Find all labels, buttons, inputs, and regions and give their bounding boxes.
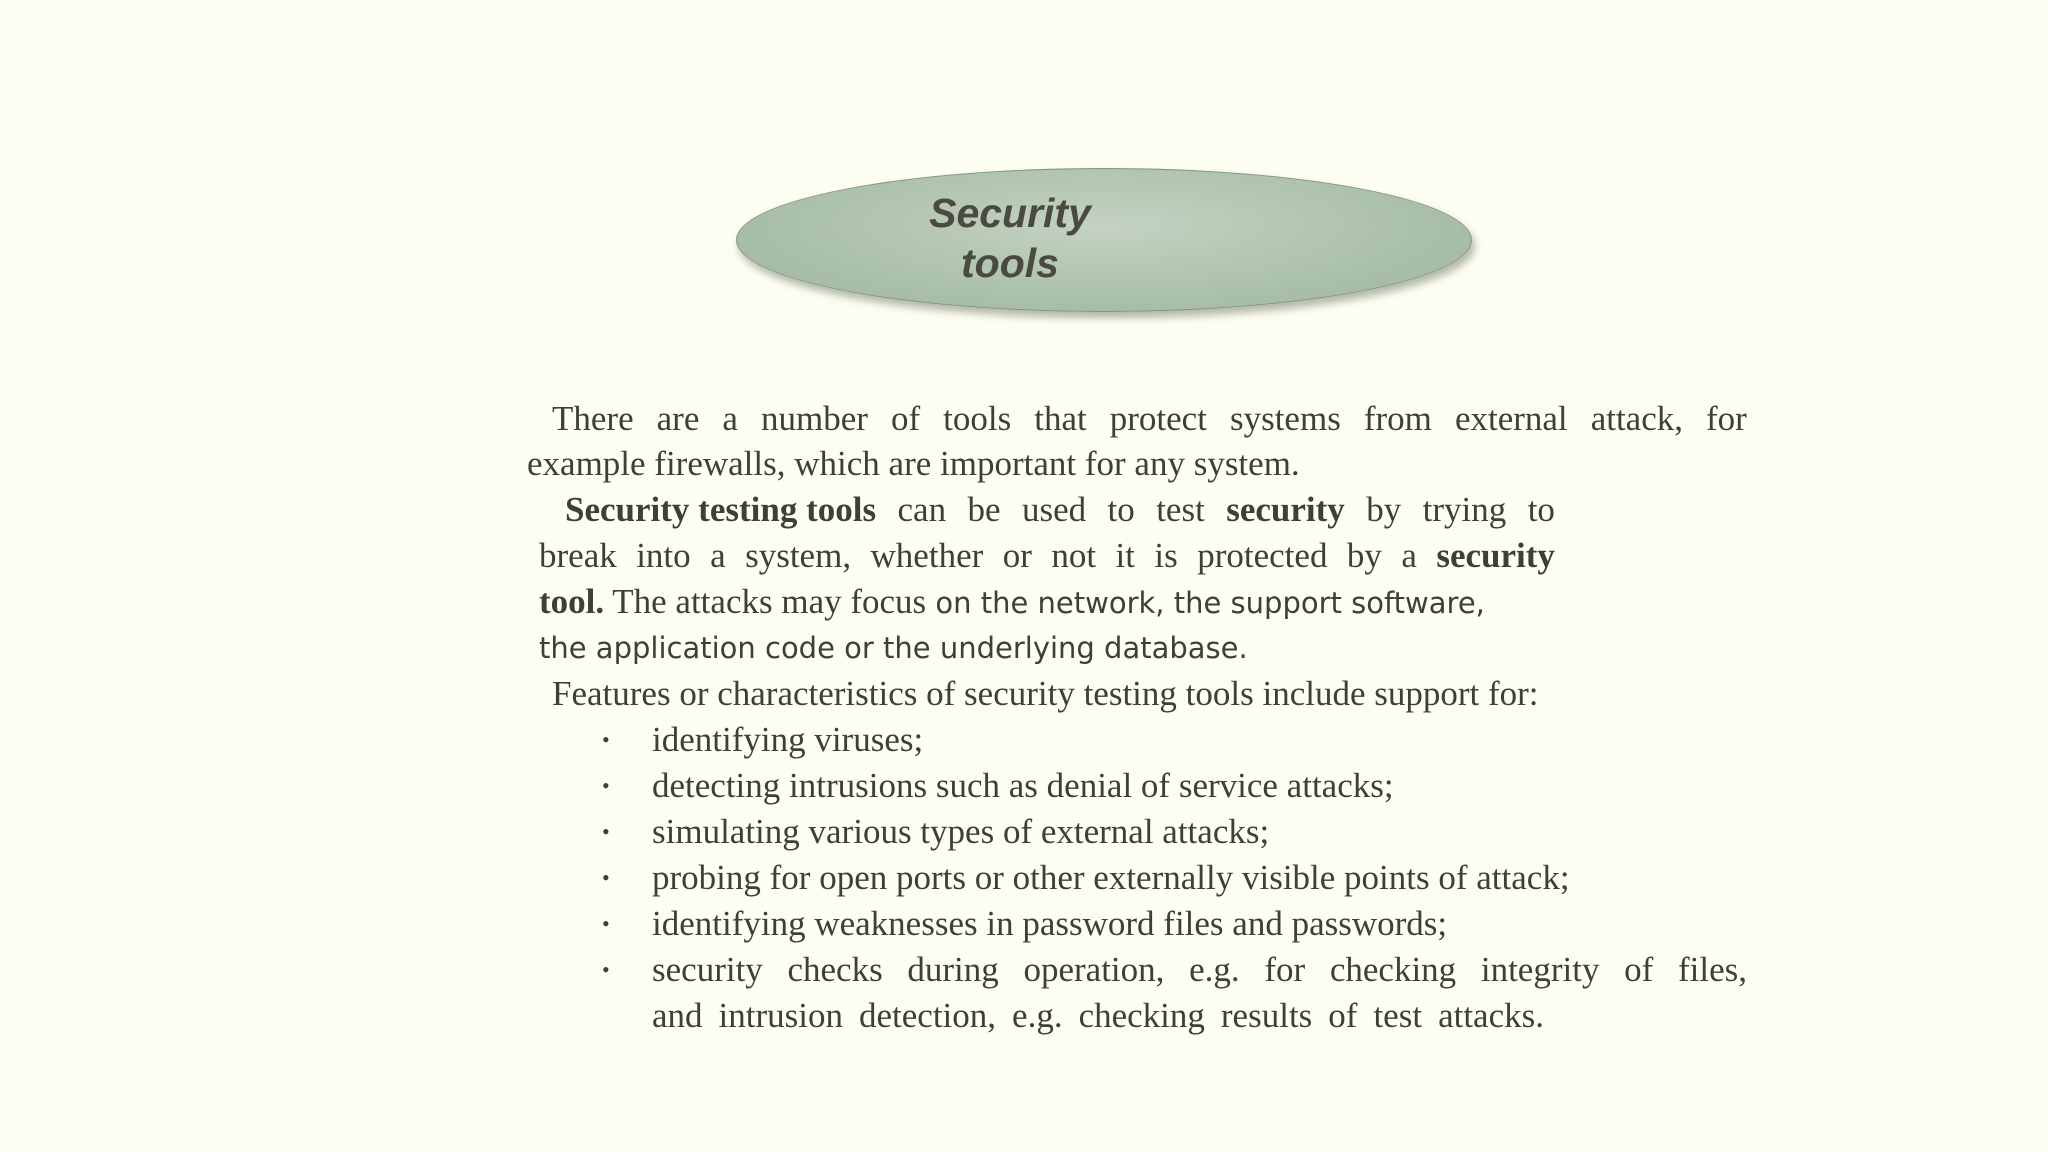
features-intro: Features or characteristics of security testing tools include support for:	[552, 674, 1539, 713]
paragraph1-line1-word: for	[1706, 399, 1747, 438]
paragraph2-line2-word: or	[1002, 536, 1032, 575]
feature-word: integrity	[1480, 950, 1600, 989]
feature-word: checks	[787, 950, 883, 989]
paragraph2-line2-word: a	[1401, 536, 1417, 575]
paragraph2-line2-word: it	[1115, 536, 1135, 575]
features-last-continuation	[652, 994, 1544, 1038]
features-last-word: and	[652, 996, 703, 1035]
paragraph1-line1-word: number	[760, 399, 868, 438]
features-last-word: detection,	[859, 996, 997, 1035]
paragraph1-line1-word: external	[1454, 399, 1568, 438]
feature-item: simulating various types of external attacks;	[652, 812, 1270, 851]
feature-word: of	[1624, 950, 1654, 989]
features-last-word: e.g.	[1012, 996, 1063, 1035]
paragraph1-line1-word: protect	[1109, 399, 1207, 438]
paragraph2-line1-word: can	[897, 490, 947, 529]
features-last-word: test	[1373, 996, 1423, 1035]
feature-item	[652, 948, 1747, 992]
paragraph1-line1-word: of	[890, 399, 921, 438]
paragraph2-line1-word: to	[1107, 490, 1135, 529]
bullet-icon: •	[602, 819, 610, 844]
paragraph1-line1-word: systems	[1229, 399, 1341, 438]
feature-word: files,	[1677, 950, 1747, 989]
paragraph2-line2	[539, 534, 1555, 578]
feature-item: identifying weaknesses in password files and passwords;	[652, 904, 1448, 943]
paragraph2-line1-word: Security testing tools	[565, 490, 877, 529]
paragraph1-line1-word: attack,	[1590, 399, 1683, 438]
feature-word: e.g.	[1189, 950, 1240, 989]
features-last-word: checking	[1078, 996, 1205, 1035]
paragraph1-line1-word: a	[722, 399, 738, 438]
feature-word: operation,	[1023, 950, 1165, 989]
bullet-icon: •	[602, 957, 610, 982]
paragraph2-line3-bold: tool.	[539, 582, 605, 621]
paragraph2-line4: the application code or the underlying database.	[539, 631, 1248, 665]
feature-item: detecting intrusions such as denial of service attacks;	[652, 766, 1394, 805]
paragraph2-line2-word: whether	[870, 536, 984, 575]
paragraph2-line1-word: security	[1226, 490, 1345, 529]
paragraph2-line2-word: a	[710, 536, 726, 575]
paragraph2-line3	[539, 580, 1485, 631]
bullet-icon: •	[602, 773, 610, 798]
features-last-word: results	[1220, 996, 1313, 1035]
paragraph1-line1-word: that	[1034, 399, 1087, 438]
feature-word: during	[907, 950, 999, 989]
paragraph2-line2-word: into	[636, 536, 691, 575]
paragraph2-line2-word: security	[1436, 536, 1555, 575]
paragraph1-line1	[552, 397, 1747, 441]
features-last-word: attacks.	[1438, 996, 1544, 1035]
paragraph2-line2-word: is	[1154, 536, 1178, 575]
paragraph1-line2: example firewalls, which are important for any system.	[527, 444, 1300, 483]
paragraph2-line1-word: trying	[1422, 490, 1507, 529]
paragraph2-line1-word: to	[1527, 490, 1555, 529]
bullet-icon: •	[602, 911, 610, 936]
feature-item: identifying viruses;	[652, 720, 924, 759]
slide-title	[880, 188, 1140, 288]
paragraph2-line3-serif: The attacks may focus	[604, 582, 927, 621]
slide-title-line1: Security	[929, 190, 1091, 236]
features-last-word: intrusion	[718, 996, 843, 1035]
bullet-icon: •	[602, 865, 610, 890]
paragraph1-line1-word: There	[552, 399, 634, 438]
paragraph1-line1-word: tools	[943, 399, 1012, 438]
paragraph2-line1-word: be	[967, 490, 1001, 529]
bullet-icon: •	[602, 727, 610, 752]
paragraph2-line1-word: used	[1021, 490, 1087, 529]
paragraph2-line1-word: test	[1156, 490, 1205, 529]
slide-title-line2: tools	[961, 240, 1059, 286]
feature-word: checking	[1329, 950, 1457, 989]
feature-item: probing for open ports or other externally visible points of attack;	[652, 858, 1570, 897]
feature-word: security	[652, 950, 763, 989]
paragraph2-line2-word: by	[1346, 536, 1382, 575]
paragraph1-line1-word: from	[1363, 399, 1432, 438]
features-last-word: of	[1328, 996, 1358, 1035]
paragraph2-line3-sans: on the network, the support software,	[926, 586, 1485, 620]
paragraph2-line1	[565, 488, 1555, 532]
paragraph2-line2-word: protected	[1197, 536, 1328, 575]
paragraph2-line2-word: system,	[745, 536, 852, 575]
paragraph2-line1-word: by	[1366, 490, 1402, 529]
feature-word: for	[1264, 950, 1306, 989]
paragraph1-line1-word: are	[656, 399, 700, 438]
paragraph2-line2-word: not	[1051, 536, 1097, 575]
paragraph2-line2-word: break	[539, 536, 617, 575]
